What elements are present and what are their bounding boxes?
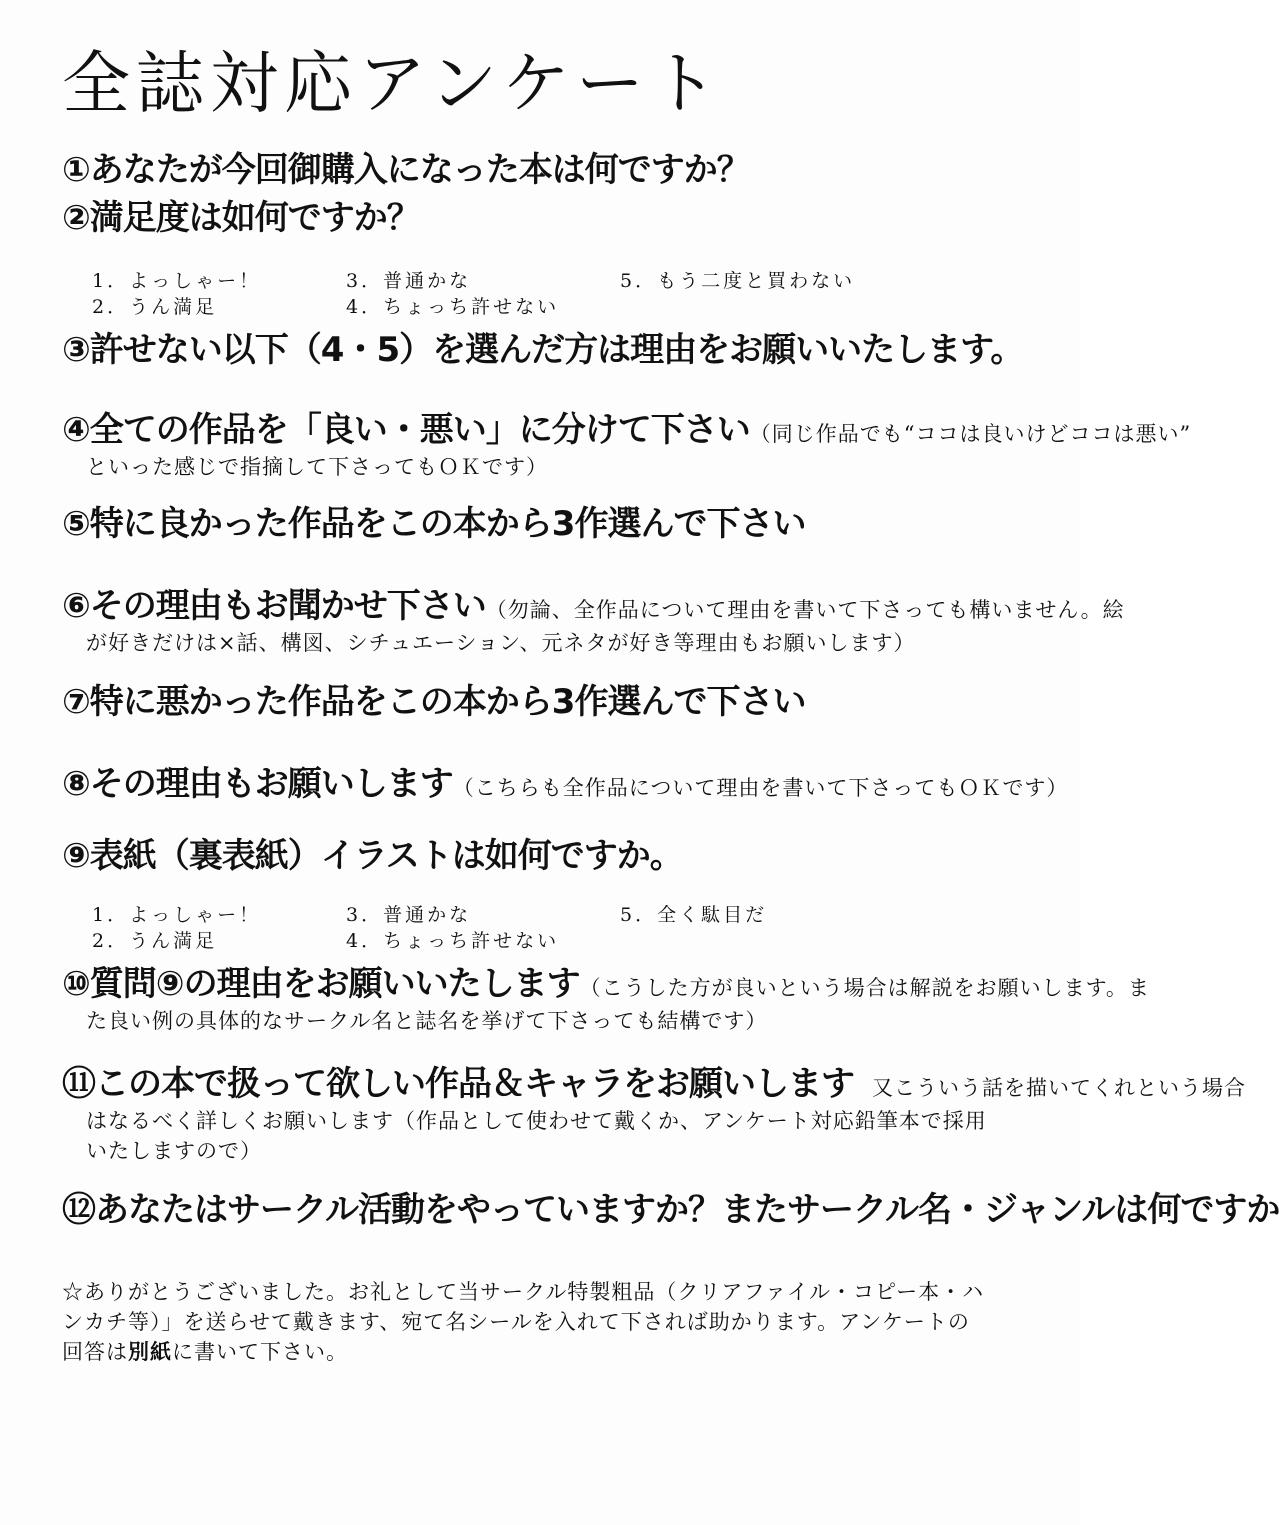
question-11-text: ⑪この本で扱って欲しい作品＆キャラをお願いします	[62, 1064, 854, 1104]
question-1-text: ①あなたが今回御購入になった本は何ですか？	[62, 150, 750, 190]
question-11-note: 又こういう話を描いてくれという場合	[872, 1076, 1246, 1100]
question-10	[62, 962, 1150, 1036]
closing-note-line-2: ンカチ等）」を送らせて戴きます、宛て名シールを入れて下されば助かります。アンケートの	[62, 1310, 970, 1334]
question-8-text: ⑧その理由もお願いします	[62, 764, 453, 804]
question-11	[62, 1062, 1246, 1166]
question-3-text: ③許せない以下（4・5）を選んだ方は理由をお願いいたします。	[62, 330, 1024, 370]
question-2-text: ②満足度は如何ですか？	[62, 198, 420, 238]
question-8	[62, 762, 1068, 806]
q9-option-1: 1．よっしゃー！	[92, 904, 262, 926]
question-8-note: （こちらも全作品について理由を書いて下さってもＯＫです）	[452, 776, 1069, 800]
q2-option-4: 4．ちょっち許せない	[346, 296, 560, 318]
question-4-note-cont: といった感じで指摘して下さってもＯＫです）	[86, 455, 548, 479]
question-9-text: ⑨表紙（裏表紙）イラストは如何ですか。	[62, 836, 683, 876]
q9-option-4: 4．ちょっち許せない	[346, 930, 560, 952]
q2-option-2: 2．うん満足	[92, 296, 218, 318]
closing-note	[62, 1277, 1028, 1367]
q9-option-3: 3．普通かな	[346, 904, 472, 926]
question-7-text: ⑦特に悪かった作品をこの本から3作選んで下さい	[62, 682, 806, 722]
closing-note-line-3a: 回答は	[62, 1340, 128, 1364]
closing-note-line-3c: に書いて下さい。	[172, 1340, 348, 1364]
question-10-note-cont: た良い例の具体的なサークル名と誌名を挙げて下さっても結構です）	[86, 1009, 768, 1033]
question-11-note-cont-1: はなるべく詳しくお願いします（作品として使わせて戴くか、アンケート対応鉛筆本で採用	[86, 1109, 987, 1133]
closing-note-line-3	[62, 1337, 1028, 1367]
closing-note-line-1: ☆ありがとうございました。お礼として当サークル特製粗品（クリアファイル・コピー本・ハ	[62, 1280, 985, 1304]
question-1	[62, 148, 750, 192]
question-6-note-cont: が好きだけは×話、構図、シチュエーション、元ネタが好き等理由もお願いします）	[86, 631, 916, 655]
question-5-text: ⑤特に良かった作品をこの本から3作選んで下さい	[62, 504, 806, 544]
page-title: 全誌対応アンケート	[62, 45, 724, 124]
question-4-text: ④全ての作品を「良い・悪い」に分けて下さい	[62, 410, 750, 450]
question-2	[62, 196, 420, 240]
question-6-text: ⑥その理由もお聞かせ下さい	[62, 586, 486, 626]
q9-option-5: 5．全く駄目だ	[620, 904, 768, 926]
q2-option-3: 3．普通かな	[346, 270, 472, 292]
question-3	[62, 328, 1023, 372]
q2-option-5: 5．もう二度と買わない	[620, 270, 856, 292]
question-5	[62, 502, 805, 546]
q2-option-1: 1．よっしゃー！	[92, 270, 262, 292]
question-6	[62, 584, 1125, 658]
question-10-text: ⑩質問⑨の理由をお願いいたします	[62, 964, 580, 1004]
separate-sheet-emphasis: 別紙	[128, 1340, 172, 1364]
q9-option-2: 2．うん満足	[92, 930, 218, 952]
question-12	[62, 1188, 1279, 1232]
question-9	[62, 834, 683, 878]
question-6-note: （勿論、全作品について理由を書いて下さっても構いません。絵	[485, 598, 1125, 622]
question-12-text: ⑫あなたはサークル活動をやっていますか？またサークル名・ジャンルは何ですか	[62, 1190, 1279, 1230]
question-10-note: （こうした方が良いという場合は解説をお願いします。ま	[579, 976, 1150, 1000]
question-11-note-cont-2: いたしますので）	[86, 1139, 262, 1163]
question-4	[62, 408, 1191, 482]
question-4-note: （同じ作品でも“ココは良いけどココは悪い”	[749, 422, 1192, 446]
question-7	[62, 680, 805, 724]
